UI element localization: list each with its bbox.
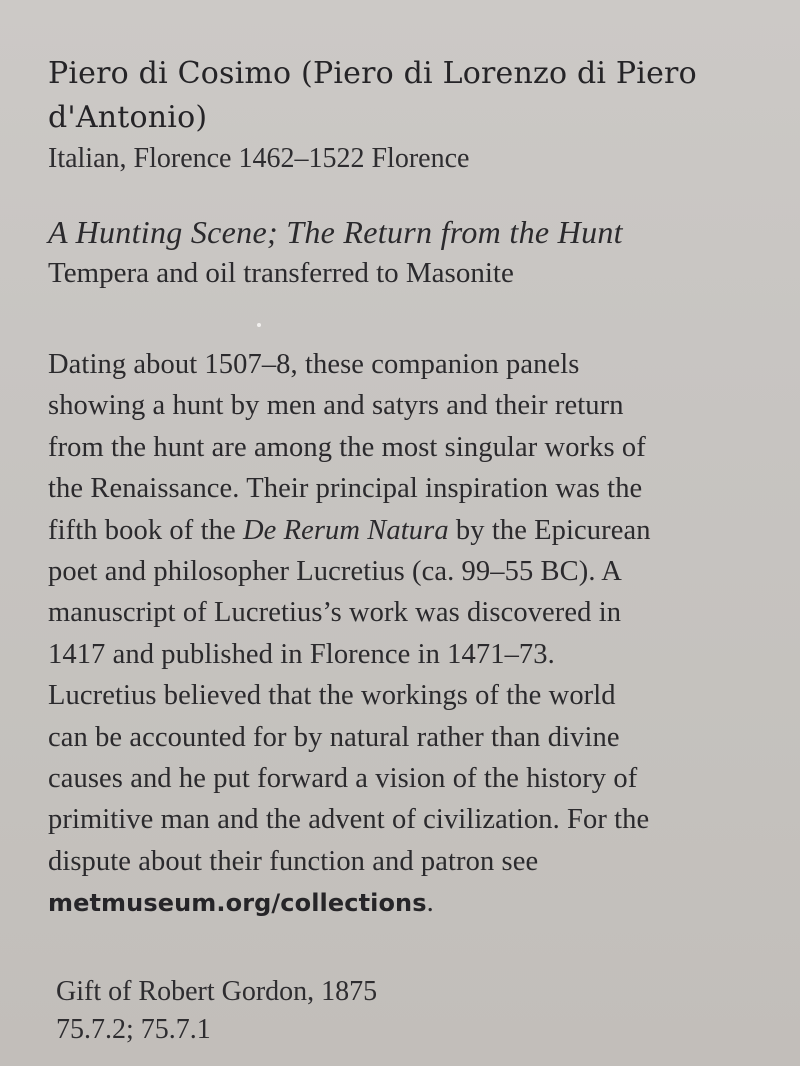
work-medium: Tempera and oil transferred to Masonite (48, 257, 514, 289)
description-paragraph (48, 344, 768, 925)
description-line: poet and philosopher Lucretius (ca. 99–55 BC). A (48, 556, 622, 588)
artist-bio: Italian, Florence 1462–1522 Florence (48, 143, 470, 174)
description-line: can be accounted for by natural rather than divine (48, 721, 620, 753)
work-title: A Hunting Scene; The Return from the Hunt (48, 214, 623, 250)
description-line (48, 882, 768, 924)
description-text: by the Epicurean (448, 514, 651, 546)
description-line: dispute about their function and patron see (48, 845, 539, 877)
collections-url: metmuseum.org/collections (48, 889, 427, 918)
description-line: manuscript of Lucretius’s work was discovered in (48, 597, 622, 629)
book-title: De Rerum Natura (242, 514, 449, 546)
description-line: from the hunt are among the most singular works of (48, 431, 646, 463)
description-line (48, 510, 768, 551)
dust-speck (257, 323, 261, 327)
accession-number: 75.7.2; 75.7.1 (56, 1013, 211, 1045)
description-line: the Renaissance. Their principal inspiration was the (48, 473, 643, 505)
description-line: primitive man and the advent of civilization. For the (48, 804, 650, 836)
description-line: Lucretius believed that the workings of the world (48, 680, 616, 712)
artist-name-line-2: d'Antonio) (48, 100, 208, 135)
description-text: . (426, 887, 434, 919)
description-line: Dating about 1507–8, these companion panels (48, 349, 580, 380)
description-line: 1417 and published in Florence in 1471–73. (48, 638, 555, 670)
museum-label (48, 52, 768, 1049)
credit-block (56, 973, 768, 1049)
artist-name-line-1: Piero di Cosimo (Piero di Lorenzo di Piero (48, 56, 697, 91)
artist-block (48, 52, 768, 178)
description-line: showing a hunt by men and satyrs and their return (48, 390, 624, 422)
credit-line: Gift of Robert Gordon, 1875 (56, 975, 378, 1007)
description-line: causes and he put forward a vision of the history of (48, 763, 638, 795)
description-text: fifth book of the (48, 514, 243, 546)
